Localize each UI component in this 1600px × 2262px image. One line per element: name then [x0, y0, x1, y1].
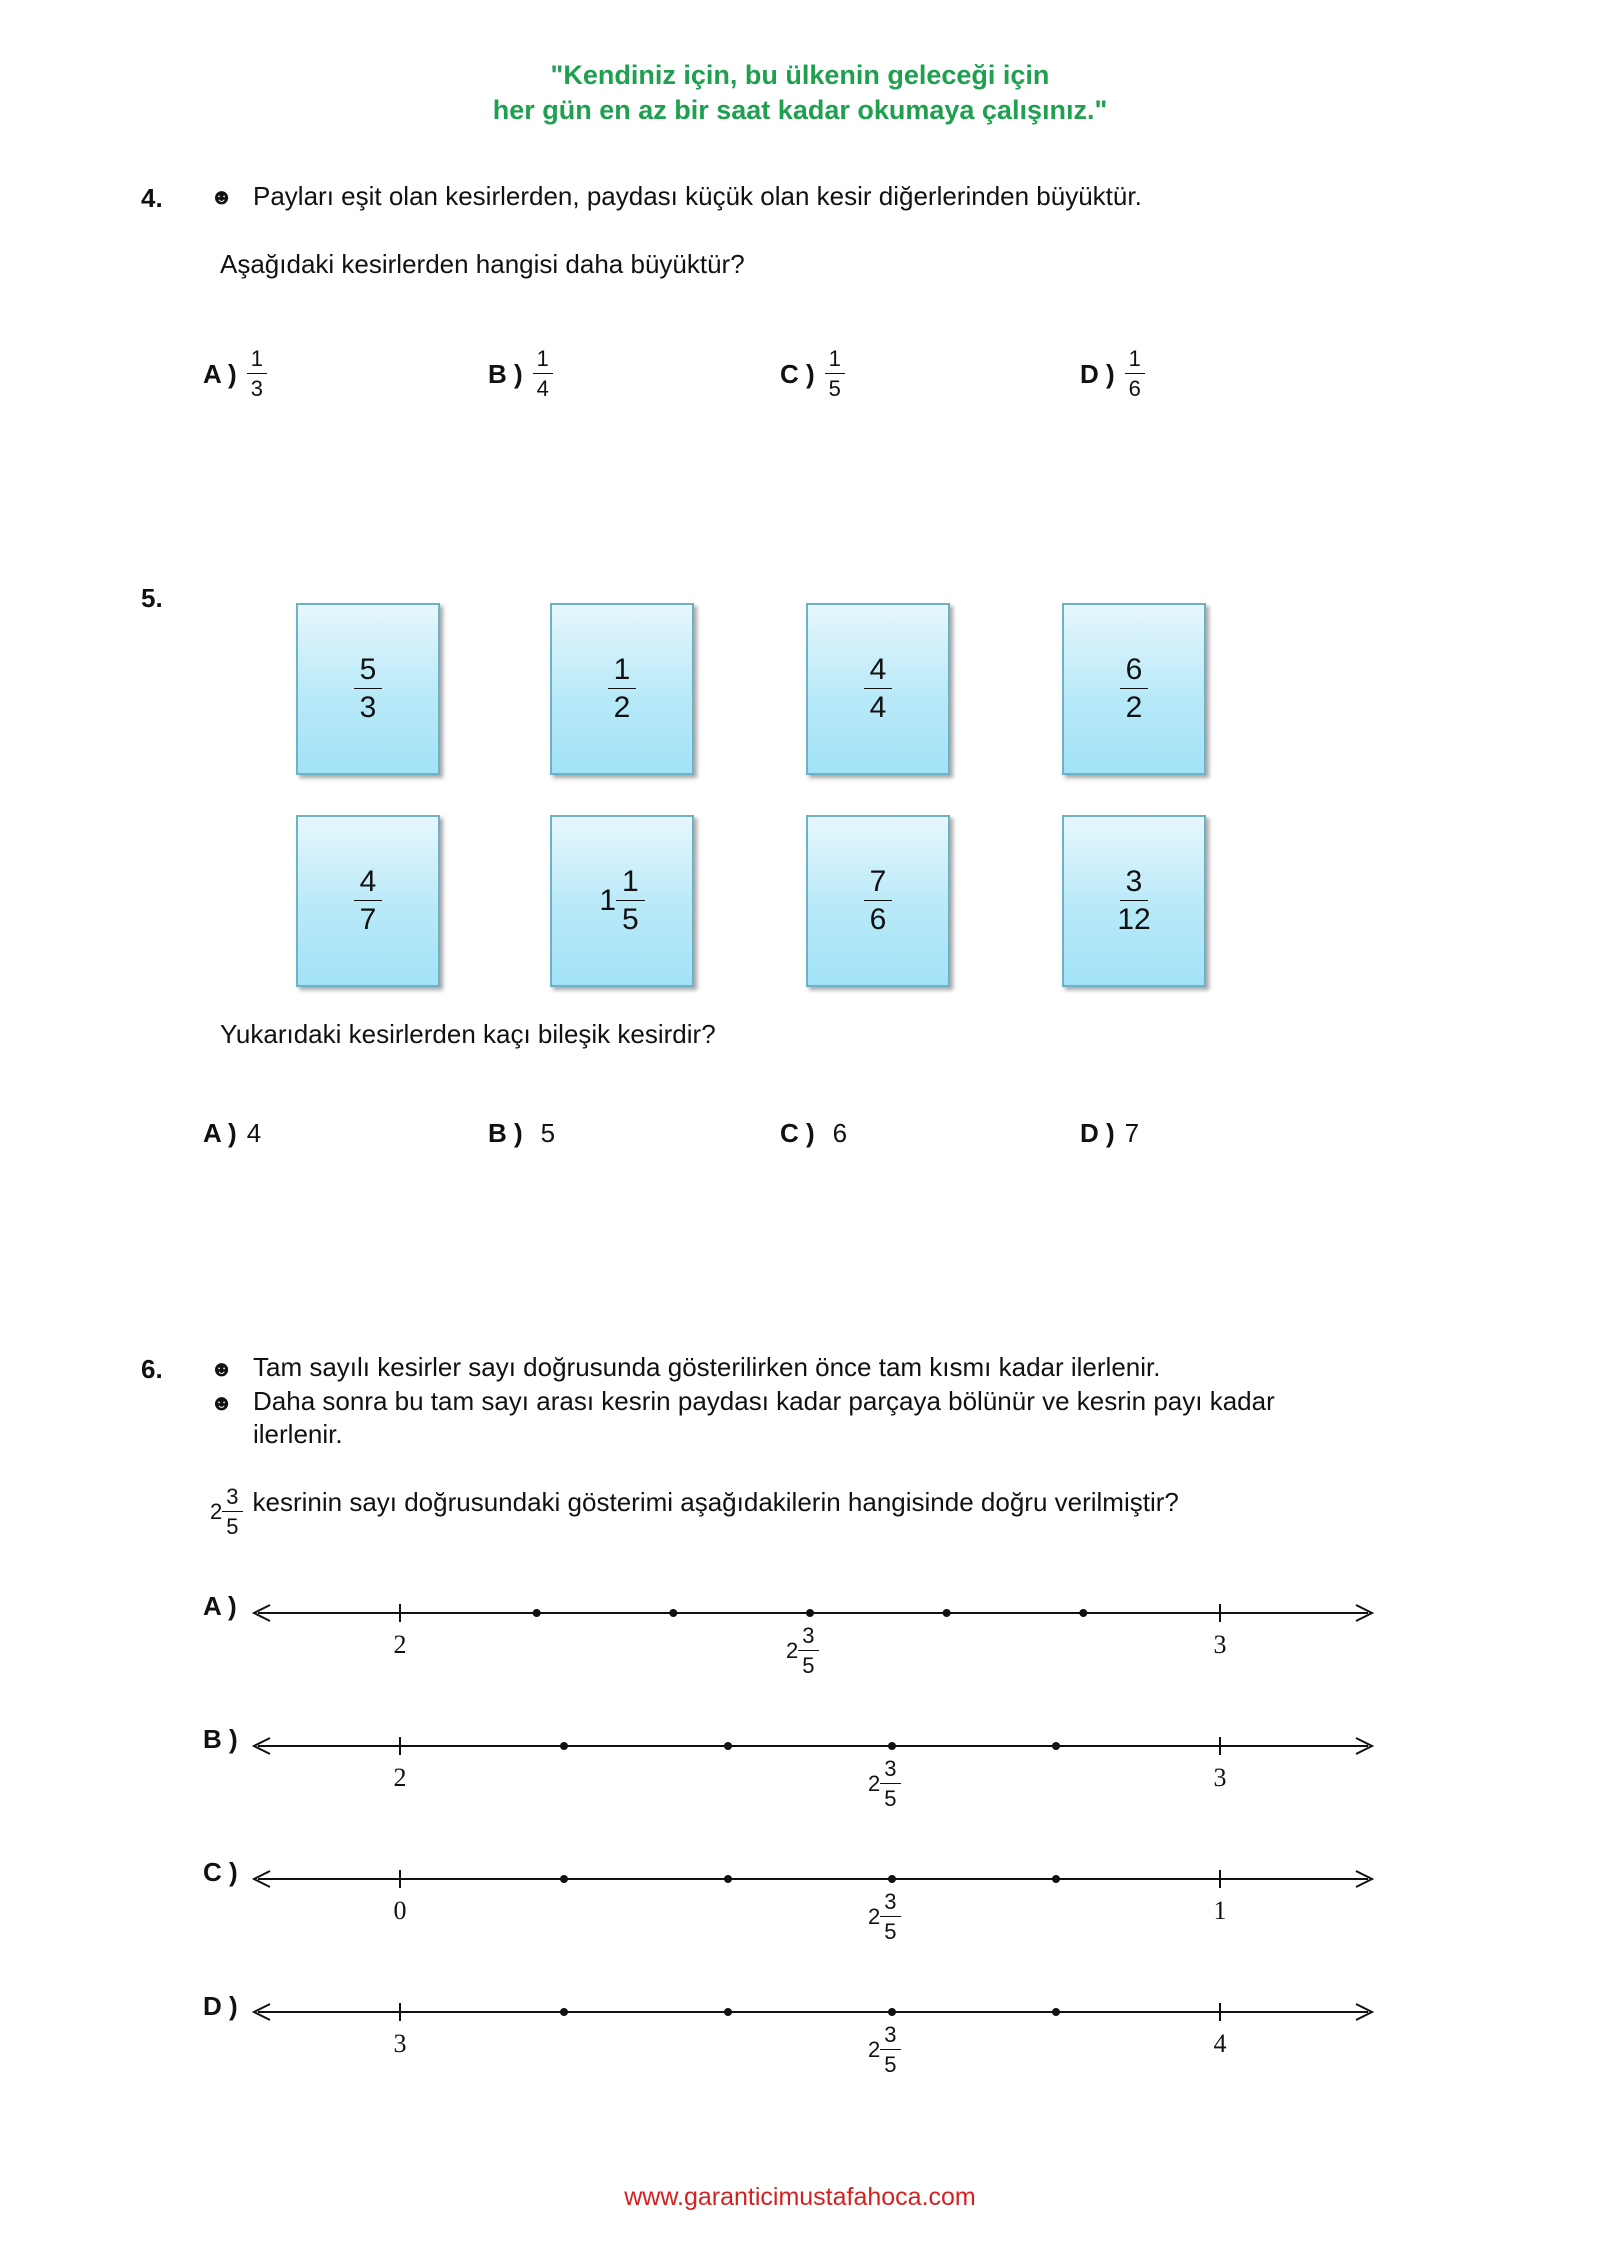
division-point	[724, 2008, 732, 2016]
division-point	[724, 1742, 732, 1750]
division-point	[806, 1609, 814, 1617]
option-label: C )	[780, 1118, 815, 1148]
division-point	[888, 1742, 896, 1750]
division-point	[1052, 1875, 1060, 1883]
fraction-card: $\frac{5}{3}$	[296, 603, 440, 775]
smiley-bullet-icon: ☻	[210, 1390, 234, 1415]
fraction-card: $\frac{4}{7}$	[296, 815, 440, 987]
division-point	[943, 1609, 951, 1617]
arrow-left-icon	[254, 1871, 270, 1887]
q4-option-a[interactable]	[203, 348, 267, 400]
option-fraction: $\frac{1}{3}$	[247, 348, 267, 400]
option-fraction: $\frac{1}{5}$	[825, 348, 845, 400]
q5-option-b[interactable]	[488, 1118, 555, 1149]
whole: 2	[786, 1638, 799, 1663]
question-6-number: 6.	[141, 1354, 163, 1384]
tick-label-end: 3	[1213, 1630, 1227, 1659]
tick-label-start: 2	[393, 1763, 407, 1792]
question-6-rule-2: Daha sonra bu tam sayı arası kesrin paydası kadar parçaya bölünür ve kesrin payı kadar	[253, 1386, 1275, 1416]
division-point	[1052, 2008, 1060, 2016]
marked-point-label: 2 $\frac{3}{5}$	[868, 1891, 901, 1943]
quote-line-1: "Kendiniz için, bu ülkenin geleceği için	[550, 60, 1050, 90]
option-label: D )	[203, 1991, 238, 2021]
fraction-card: $\frac{6}{2}$	[1062, 603, 1206, 775]
arrow-right-icon	[1356, 1605, 1372, 1621]
arrow-left-icon	[254, 1605, 270, 1621]
option-value: 6	[832, 1118, 848, 1148]
option-value: 4	[246, 1118, 262, 1148]
tick-label-end: 1	[1213, 1896, 1227, 1925]
division-point	[533, 1609, 541, 1617]
question-6-rule-1: Tam sayılı kesirler sayı doğrusunda gösterilirken önce tam kısmı kadar ilerlenir.	[253, 1352, 1161, 1382]
mixed-fraction: 2 $\frac{3}{5}$	[210, 1486, 243, 1538]
question-6-rule-2-cont: ilerlenir.	[253, 1419, 343, 1449]
division-point	[1052, 1742, 1060, 1750]
whole: 2	[868, 1771, 881, 1796]
division-point	[888, 2008, 896, 2016]
arrow-left-icon	[254, 1738, 270, 1754]
tick-label-end: 3	[1213, 1763, 1227, 1792]
whole: 2	[868, 1904, 881, 1929]
tick-label-start: 0	[393, 1896, 407, 1925]
division-point	[724, 1875, 732, 1883]
quote-line-2: her gün en az bir saat kadar okumaya çalışınız."	[492, 95, 1108, 125]
q4-option-c[interactable]	[780, 348, 845, 400]
footer-url[interactable]: www.garanticimustafahoca.com	[624, 2183, 976, 2211]
question-4-text: Aşağıdaki kesirlerden hangisi daha büyüktür?	[220, 249, 745, 279]
option-value: 7	[1124, 1118, 1140, 1148]
tick-label-start: 3	[393, 2029, 407, 2058]
tick-label-end: 4	[1213, 2029, 1227, 2058]
option-fraction: $\frac{1}{6}$	[1125, 348, 1145, 400]
fraction-card: $\frac{1}{2}$	[550, 603, 694, 775]
option-label: A )	[203, 1118, 237, 1148]
fraction-card: 1 $\frac{1}{5}$	[550, 815, 694, 987]
q4-option-d[interactable]	[1080, 348, 1145, 400]
question-4-rule: Payları eşit olan kesirlerden, paydası küçük olan kesir diğerlerinden büyüktür.	[253, 181, 1142, 211]
option-label: D )	[1080, 1118, 1115, 1148]
q5-option-c[interactable]	[780, 1118, 847, 1149]
marked-point-label: 2 $\frac{3}{5}$	[786, 1625, 819, 1677]
marked-point-label: 2 $\frac{3}{5}$	[868, 1758, 901, 1810]
division-point	[560, 1742, 568, 1750]
option-label: B )	[488, 1118, 523, 1148]
option-label: B )	[488, 358, 523, 389]
q4-option-b[interactable]	[488, 348, 553, 400]
question-5-number: 5.	[141, 583, 163, 613]
smiley-bullet-icon: ☻	[210, 1356, 234, 1381]
division-point	[1079, 1609, 1087, 1617]
arrow-right-icon	[1356, 1871, 1372, 1887]
option-label: D )	[1080, 358, 1115, 389]
option-label: C )	[780, 358, 815, 389]
question-4-number: 4.	[141, 183, 163, 213]
q5-option-a[interactable]	[203, 1118, 261, 1149]
marked-point-label: 2 $\frac{3}{5}$	[868, 2024, 901, 2076]
option-label: C )	[203, 1857, 238, 1887]
division-point	[560, 1875, 568, 1883]
option-label: A )	[203, 1591, 237, 1621]
fraction-card: $\frac{4}{4}$	[806, 603, 950, 775]
whole: 2	[868, 2037, 881, 2062]
option-label: A )	[203, 358, 237, 389]
division-point	[669, 1609, 677, 1617]
arrow-right-icon	[1356, 1738, 1372, 1754]
smiley-bullet-icon: ☻	[210, 184, 234, 209]
question-6-text: kesrinin sayı doğrusundaki gösterimi aşağıdakilerin hangisinde doğru verilmiştir?	[252, 1487, 1179, 1517]
division-point	[560, 2008, 568, 2016]
arrow-right-icon	[1356, 2004, 1372, 2020]
arrow-left-icon	[254, 2004, 270, 2020]
option-value: 5	[540, 1118, 556, 1148]
fraction-card: $\frac{3}{12}$	[1062, 815, 1206, 987]
option-fraction: $\frac{1}{4}$	[533, 348, 553, 400]
option-label: B )	[203, 1724, 238, 1754]
question-5-text: Yukarıdaki kesirlerden kaçı bileşik kesirdir?	[220, 1019, 716, 1049]
tick-label-start: 2	[393, 1630, 407, 1659]
q5-option-d[interactable]	[1080, 1118, 1139, 1149]
division-point	[888, 1875, 896, 1883]
fraction-card: $\frac{7}{6}$	[806, 815, 950, 987]
question-6-prompt	[210, 1486, 1179, 1538]
